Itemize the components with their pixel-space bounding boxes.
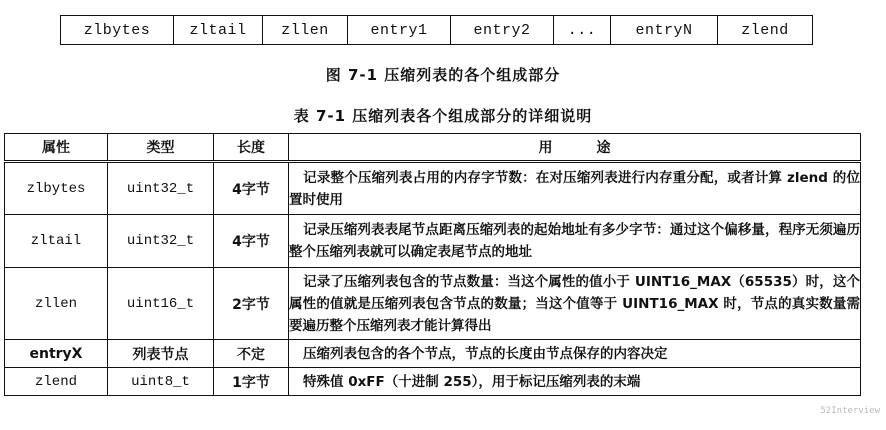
row-type: uint16_t bbox=[108, 268, 214, 340]
row-desc bbox=[289, 162, 861, 215]
ziplist-fields-table bbox=[4, 133, 861, 396]
row-length: 4字节 bbox=[214, 162, 289, 215]
row-desc bbox=[289, 340, 861, 368]
row-desc-text: 记录压缩列表表尾节点距离压缩列表的起始地址有多少字节：通过这个偏移量，程序无须遍历整个压缩列表就可以确定表尾节点的地址 bbox=[289, 222, 860, 260]
row-desc-text: 压缩列表包含的各个节点，节点的长度由节点保存的内容决定 bbox=[303, 345, 668, 362]
strip-cell-zlbytes: zlbytes bbox=[61, 16, 174, 44]
header-length: 长度 bbox=[214, 134, 289, 162]
table-row bbox=[5, 368, 861, 396]
strip-cell-entryN: entryN bbox=[611, 16, 718, 44]
figure-caption: 图 7-1 压缩列表的各个组成部分 bbox=[325, 66, 561, 84]
table-caption: 表 7-1 压缩列表各个组成部分的详细说明 bbox=[293, 107, 593, 125]
table-row bbox=[5, 215, 861, 268]
table-header-row bbox=[5, 134, 861, 162]
strip-cell-entry2: entry2 bbox=[451, 16, 554, 44]
row-length: 2字节 bbox=[214, 268, 289, 340]
row-desc-text: 特殊值 0xFF（十进制 255），用于标记压缩列表的末端 bbox=[303, 373, 641, 390]
row-type: uint8_t bbox=[108, 368, 214, 396]
row-attr: zlbytes bbox=[5, 162, 108, 215]
row-type: uint32_t bbox=[108, 215, 214, 268]
row-attr: zltail bbox=[5, 215, 108, 268]
row-desc bbox=[289, 268, 861, 340]
table-row bbox=[5, 340, 861, 368]
strip-cell-zltail: zltail bbox=[174, 16, 263, 44]
row-attr: zllen bbox=[5, 268, 108, 340]
header-usage-char-2: 途 bbox=[596, 140, 611, 156]
row-attr: zlend bbox=[5, 368, 108, 396]
row-desc bbox=[289, 215, 861, 268]
table-row bbox=[5, 162, 861, 215]
header-usage-char-1: 用 bbox=[538, 140, 597, 156]
header-attr: 属性 bbox=[5, 134, 108, 162]
row-desc-text: 记录了压缩列表包含的节点数量：当这个属性的值小于 UINT16_MAX（65535）时，这个属性的值就是压缩列表包含节点的数量；当这个值等于 UINT16_MAX 时，节点的真实数量需要遍历整个压缩列表才能计算得出 bbox=[289, 273, 860, 334]
strip-cell-zlend: zlend bbox=[741, 21, 789, 39]
row-type: uint32_t bbox=[108, 162, 214, 215]
row-type: 列表节点 bbox=[108, 340, 214, 368]
row-length: 1字节 bbox=[214, 368, 289, 396]
header-usage bbox=[289, 134, 861, 162]
row-attr: entryX bbox=[5, 340, 108, 368]
row-length: 不定 bbox=[214, 340, 289, 368]
header-type: 类型 bbox=[108, 134, 214, 162]
strip-cell-ellipsis: ... bbox=[554, 16, 611, 44]
watermark: 52Interview bbox=[820, 406, 880, 416]
row-desc-text: 记录整个压缩列表占用的内存字节数：在对压缩列表进行内存重分配，或者计算 zlend 的位置时使用 bbox=[289, 169, 860, 208]
ziplist-layout-strip bbox=[60, 15, 813, 45]
table-row bbox=[5, 268, 861, 340]
row-length: 4字节 bbox=[214, 215, 289, 268]
strip-cell-entry1: entry1 bbox=[348, 16, 451, 44]
strip-cell-zllen: zllen bbox=[263, 16, 348, 44]
row-desc bbox=[289, 368, 861, 396]
